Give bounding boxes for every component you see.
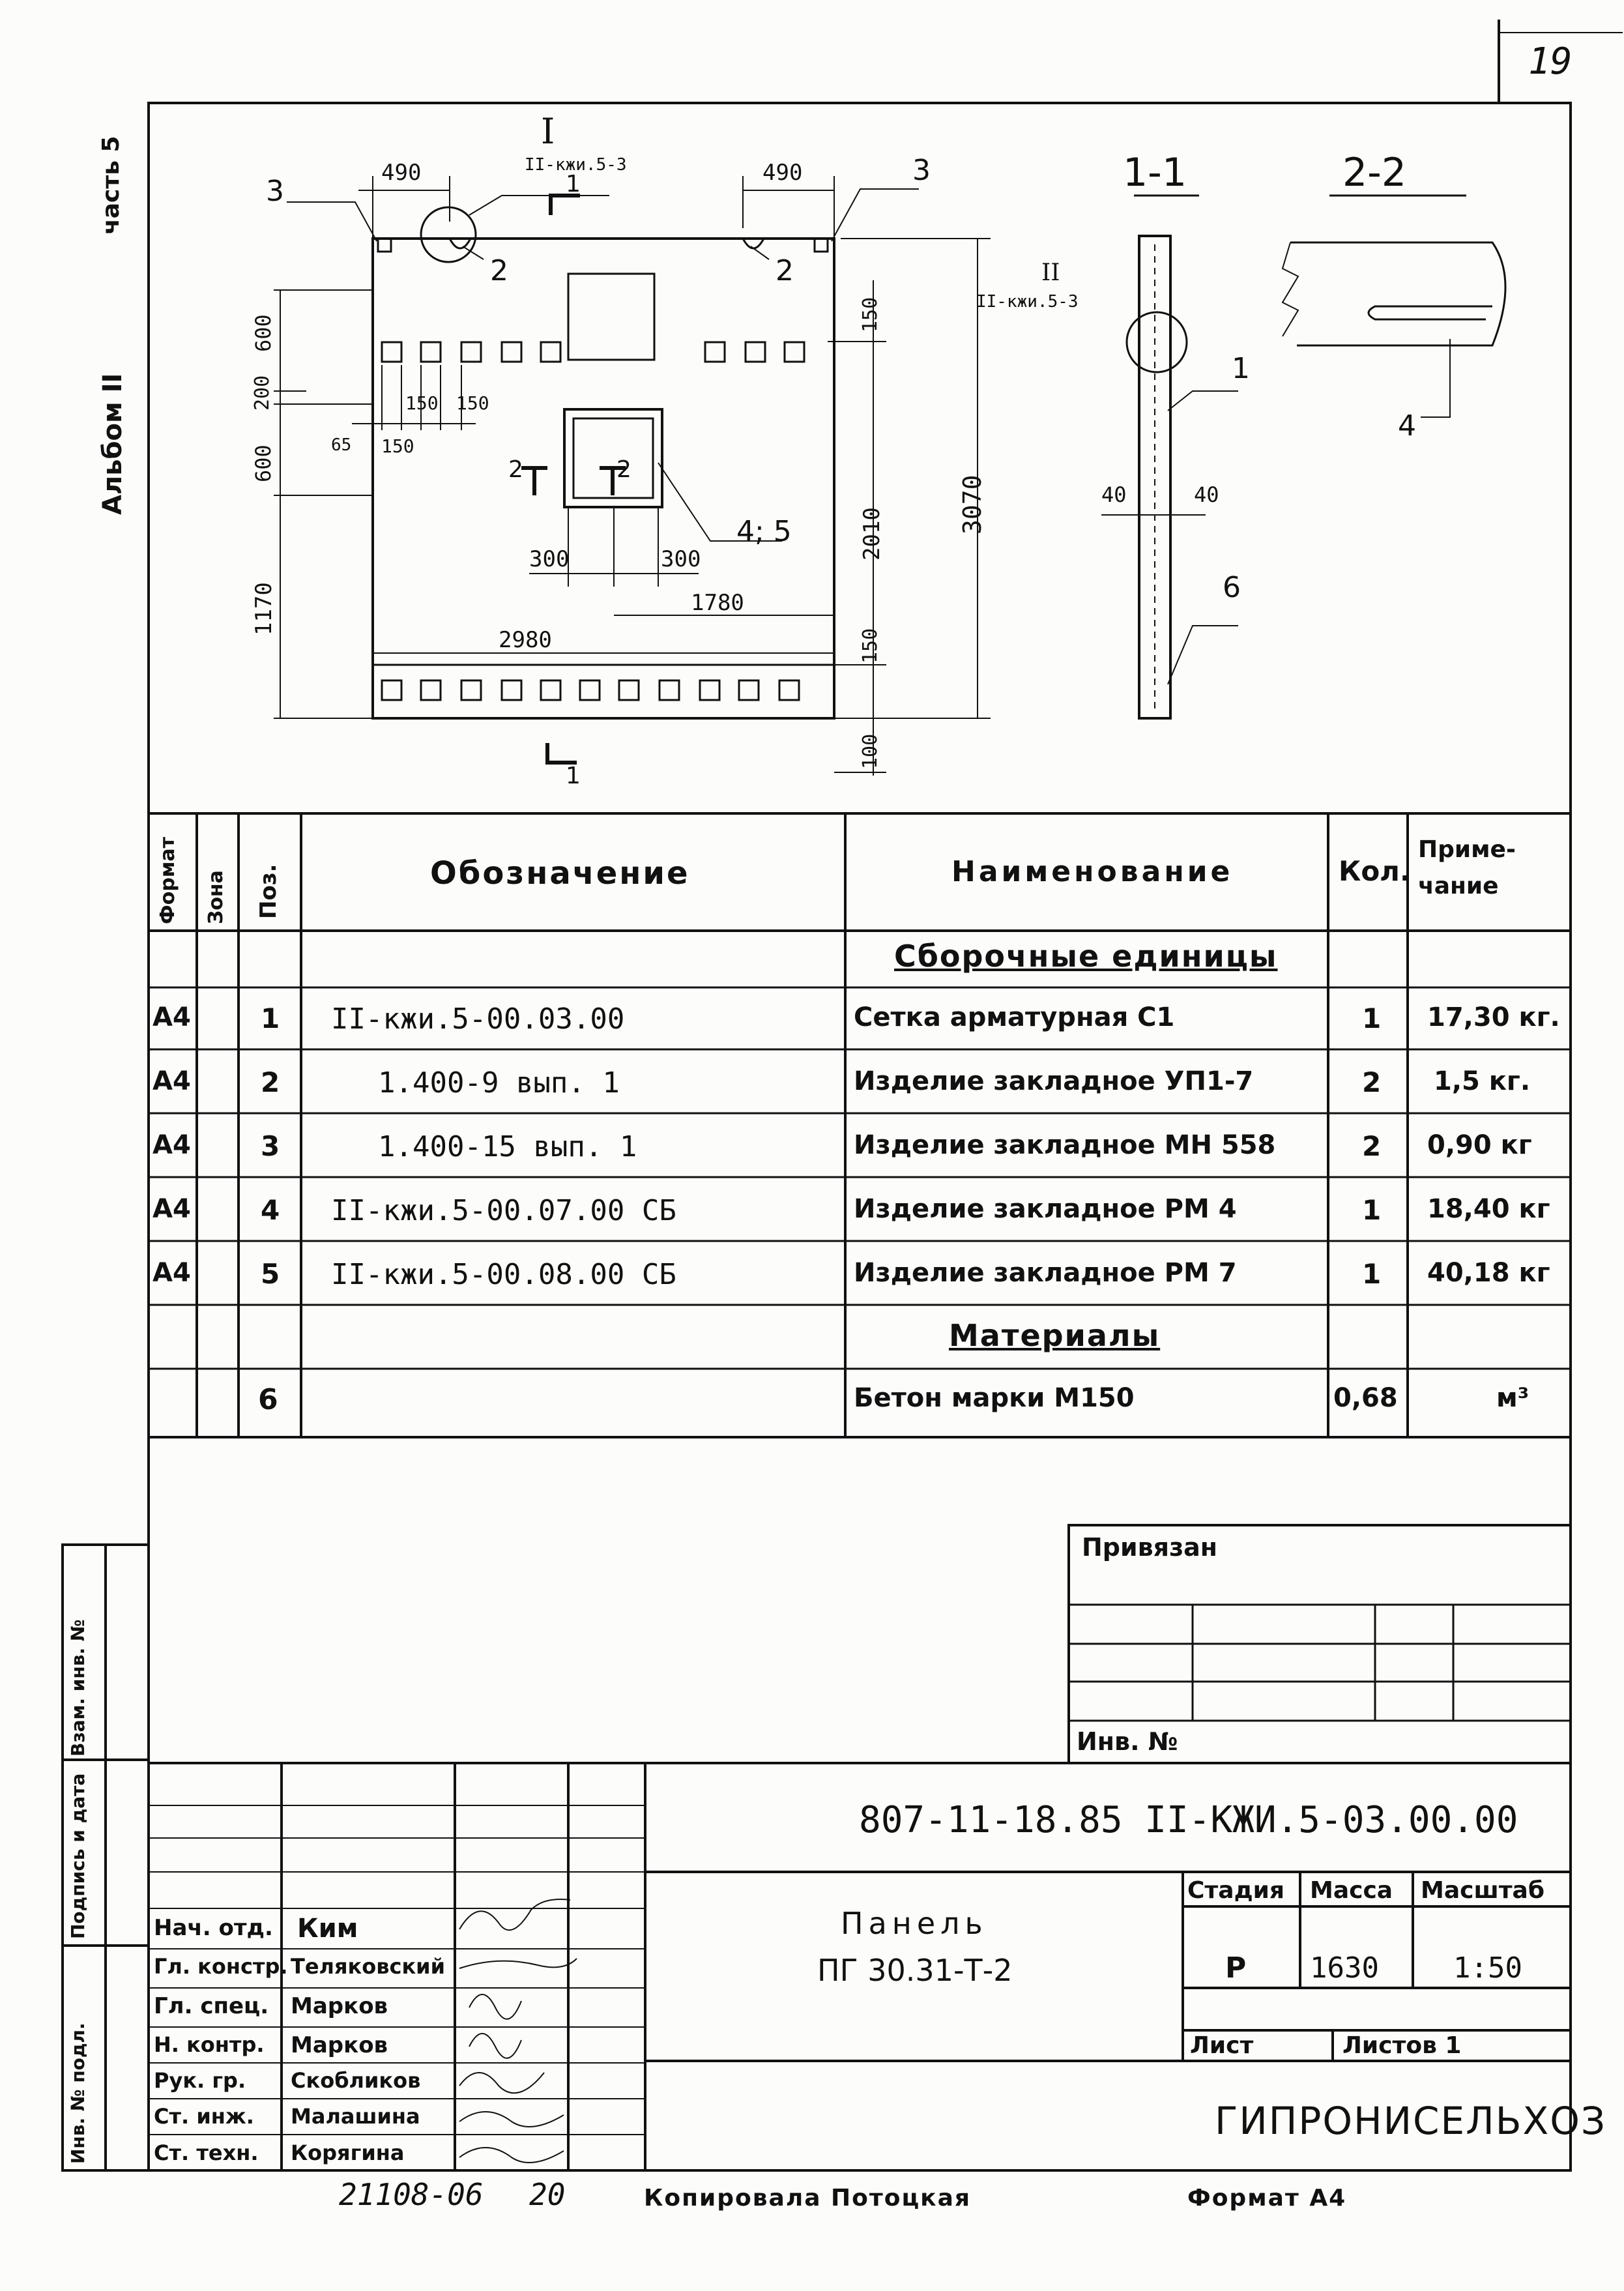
person-role: Ст. инж.: [154, 2104, 254, 2129]
dim-150-b: 150: [405, 392, 439, 414]
part-label: часть 5: [98, 136, 124, 235]
node-II-ref: II-кжи.5-3: [976, 292, 1079, 312]
callout-1-section: 1: [1232, 352, 1250, 385]
spec-cell-name: Сетка арматурная С1: [854, 1002, 1175, 1032]
spec-cell-pos: 6: [258, 1383, 278, 1416]
person-name: Малашина: [291, 2104, 420, 2129]
spec-cell-note: 40,18 кг: [1427, 1258, 1550, 1288]
spec-cell-designation: II-кжи.5-00.03.00: [331, 1002, 625, 1036]
spec-cell-note: 18,40 кг: [1427, 1194, 1550, 1224]
inv-podl-label: Инв. № подл.: [67, 2022, 89, 2164]
spec-cell-designation: II-кжи.5-00.08.00 СБ: [331, 1258, 676, 1291]
node-II-label: II: [1041, 259, 1060, 286]
spec-header-format: Формат: [156, 837, 179, 924]
spec-cell-pos: 5: [261, 1258, 280, 1290]
node-I-label: I: [541, 111, 555, 152]
panel-outline: [373, 239, 834, 718]
dim-490-right: 490: [762, 160, 803, 186]
dim-300-right: 300: [661, 546, 701, 572]
spec-cell-qty: 1: [1362, 1002, 1382, 1034]
spec-header-zone: Зона: [205, 870, 227, 924]
spec-header-qty: Кол.: [1339, 855, 1410, 887]
callout-3-right: 3: [912, 154, 931, 187]
spec-cell-name: Изделие закладное УП1-7: [854, 1066, 1254, 1096]
node-I-ref: II-кжи.5-3: [525, 155, 627, 175]
callout-2-right: 2: [776, 254, 794, 287]
dim-2010: 2010: [859, 507, 885, 561]
dim-1170: 1170: [251, 582, 277, 635]
spec-header-pos: Поз.: [255, 864, 282, 919]
stage-label: Стадия: [1187, 1877, 1284, 1904]
spec-cell-name: Бетон марки М150: [854, 1383, 1135, 1413]
dim-40-right: 40: [1194, 482, 1219, 507]
mass-value: 1630: [1310, 1951, 1379, 1985]
footer-copied: Копировала Потоцкая: [644, 2185, 972, 2211]
spec-cell-qty: 2: [1362, 1066, 1382, 1098]
spec-section-assemblies: Сборочные единицы: [894, 939, 1278, 974]
dim-600-mid: 600: [251, 445, 276, 482]
footer-order: 21108-06: [339, 2177, 484, 2212]
callout-4-detail: 4: [1398, 409, 1416, 443]
spec-cell-qty: 1: [1362, 1258, 1382, 1290]
person-name: Марков: [291, 1993, 388, 2019]
person-name: Скобликов: [291, 2068, 421, 2093]
person-name: Теляковский: [291, 1954, 445, 1979]
spec-cell-pos: 2: [261, 1066, 280, 1098]
organization: ГИПРОНИСЕЛЬХОЗ: [1215, 2099, 1607, 2143]
person-name: Корягина: [291, 2140, 405, 2165]
item-name-2: ПГ 30.31-Т-2: [817, 1953, 1013, 1988]
spec-cell-format: A4: [152, 1002, 191, 1032]
dim-600-top: 600: [251, 314, 276, 352]
dim-65: 65: [331, 435, 352, 455]
spec-cell-note: м³: [1496, 1383, 1530, 1413]
page-number: 19: [1528, 40, 1573, 83]
dim-150-right-bottom: 150: [859, 628, 882, 664]
spec-cell-note: 0,90 кг: [1427, 1130, 1532, 1160]
spec-cell-note: 17,30 кг.: [1427, 1002, 1560, 1032]
spec-cell-designation: II-кжи.5-00.07.00 СБ: [331, 1194, 676, 1227]
dim-100: 100: [859, 733, 882, 769]
section-2-2-title: 2-2: [1342, 150, 1406, 196]
dim-3070: 3070: [958, 474, 987, 534]
dim-150-right-top: 150: [859, 297, 882, 332]
spec-cell-designation: 1.400-9 вып. 1: [378, 1066, 620, 1100]
footer-num: 20: [529, 2177, 566, 2212]
spec-section-materials: Материалы: [949, 1318, 1161, 1353]
dim-40-left: 40: [1101, 482, 1127, 507]
callout-3-left: 3: [266, 175, 284, 208]
stage-value: Р: [1225, 1951, 1247, 1985]
person-role: Н. контр.: [154, 2032, 265, 2057]
person-name: Ким: [297, 1914, 358, 1944]
spec-cell-name: Изделие закладное РМ 4: [854, 1194, 1237, 1224]
cut-2-right: 2: [616, 456, 631, 483]
scale-label: Масштаб: [1421, 1877, 1544, 1904]
spec-cell-qty: 1: [1362, 1194, 1382, 1226]
spec-cell-designation: 1.400-15 вып. 1: [378, 1130, 637, 1163]
person-role: Рук. гр.: [154, 2068, 246, 2093]
vzam-inv-label: Взам. инв. №: [67, 1619, 89, 1757]
podpis-data-label: Подпись и дата: [67, 1773, 89, 1939]
spec-header-designation: Обозначение: [430, 855, 690, 892]
bound-inv: Инв. №: [1077, 1727, 1178, 1756]
dim-490-left: 490: [381, 160, 422, 186]
person-role: Гл. спец.: [154, 1993, 269, 2019]
cut-1-top: 1: [566, 171, 581, 197]
spec-cell-pos: 3: [261, 1130, 280, 1162]
dim-150-c: 150: [456, 392, 489, 414]
spec-cell-note: 1,5 кг.: [1434, 1066, 1531, 1096]
spec-cell-pos: 4: [261, 1194, 280, 1226]
sheets-label: Листов 1: [1342, 2032, 1462, 2059]
dim-150-a: 150: [381, 435, 414, 457]
callout-4-5: 4; 5: [736, 515, 792, 548]
spec-header-note: Приме- чание: [1418, 836, 1516, 899]
section-1-1-title: 1-1: [1123, 150, 1187, 196]
mass-label: Масса: [1310, 1877, 1393, 1904]
spec-cell-format: A4: [152, 1130, 191, 1160]
person-role: Ст. техн.: [154, 2140, 259, 2165]
item-name-1: Панель: [841, 1906, 988, 1941]
album-label: Альбом II: [98, 373, 128, 515]
scale-value: 1:50: [1453, 1951, 1522, 1985]
spec-cell-name: Изделие закладное РМ 7: [854, 1258, 1237, 1288]
spec-cell-qty: 2: [1362, 1130, 1382, 1162]
cut-2-left: 2: [508, 456, 523, 483]
spec-cell-format: A4: [152, 1258, 191, 1288]
spec-cell-pos: 1: [261, 1002, 280, 1034]
person-name: Марков: [291, 2032, 388, 2058]
bound-title: Привязан: [1082, 1533, 1218, 1562]
person-role: Нач. отд.: [154, 1915, 273, 1941]
spec-cell-name: Изделие закладное МН 558: [854, 1130, 1276, 1160]
cut-1-bottom: 1: [566, 763, 581, 789]
dim-2980: 2980: [499, 627, 552, 653]
sheet-label: Лист: [1190, 2032, 1254, 2059]
person-role: Гл. констр.: [154, 1954, 288, 1979]
callout-2-left: 2: [490, 254, 508, 287]
dim-300-left: 300: [529, 546, 570, 572]
spec-cell-qty: 0,68: [1333, 1383, 1398, 1413]
doc-code: 807-11-18.85 II-КЖИ.5-03.00.00: [859, 1799, 1518, 1841]
spec-cell-format: A4: [152, 1194, 191, 1224]
callout-6-section: 6: [1223, 571, 1241, 604]
spec-header-name: Наименование: [951, 855, 1234, 888]
spec-cell-format: A4: [152, 1066, 191, 1096]
dim-1780: 1780: [691, 590, 744, 616]
dim-200: 200: [251, 375, 274, 411]
footer-format: Формат А4: [1187, 2185, 1347, 2211]
